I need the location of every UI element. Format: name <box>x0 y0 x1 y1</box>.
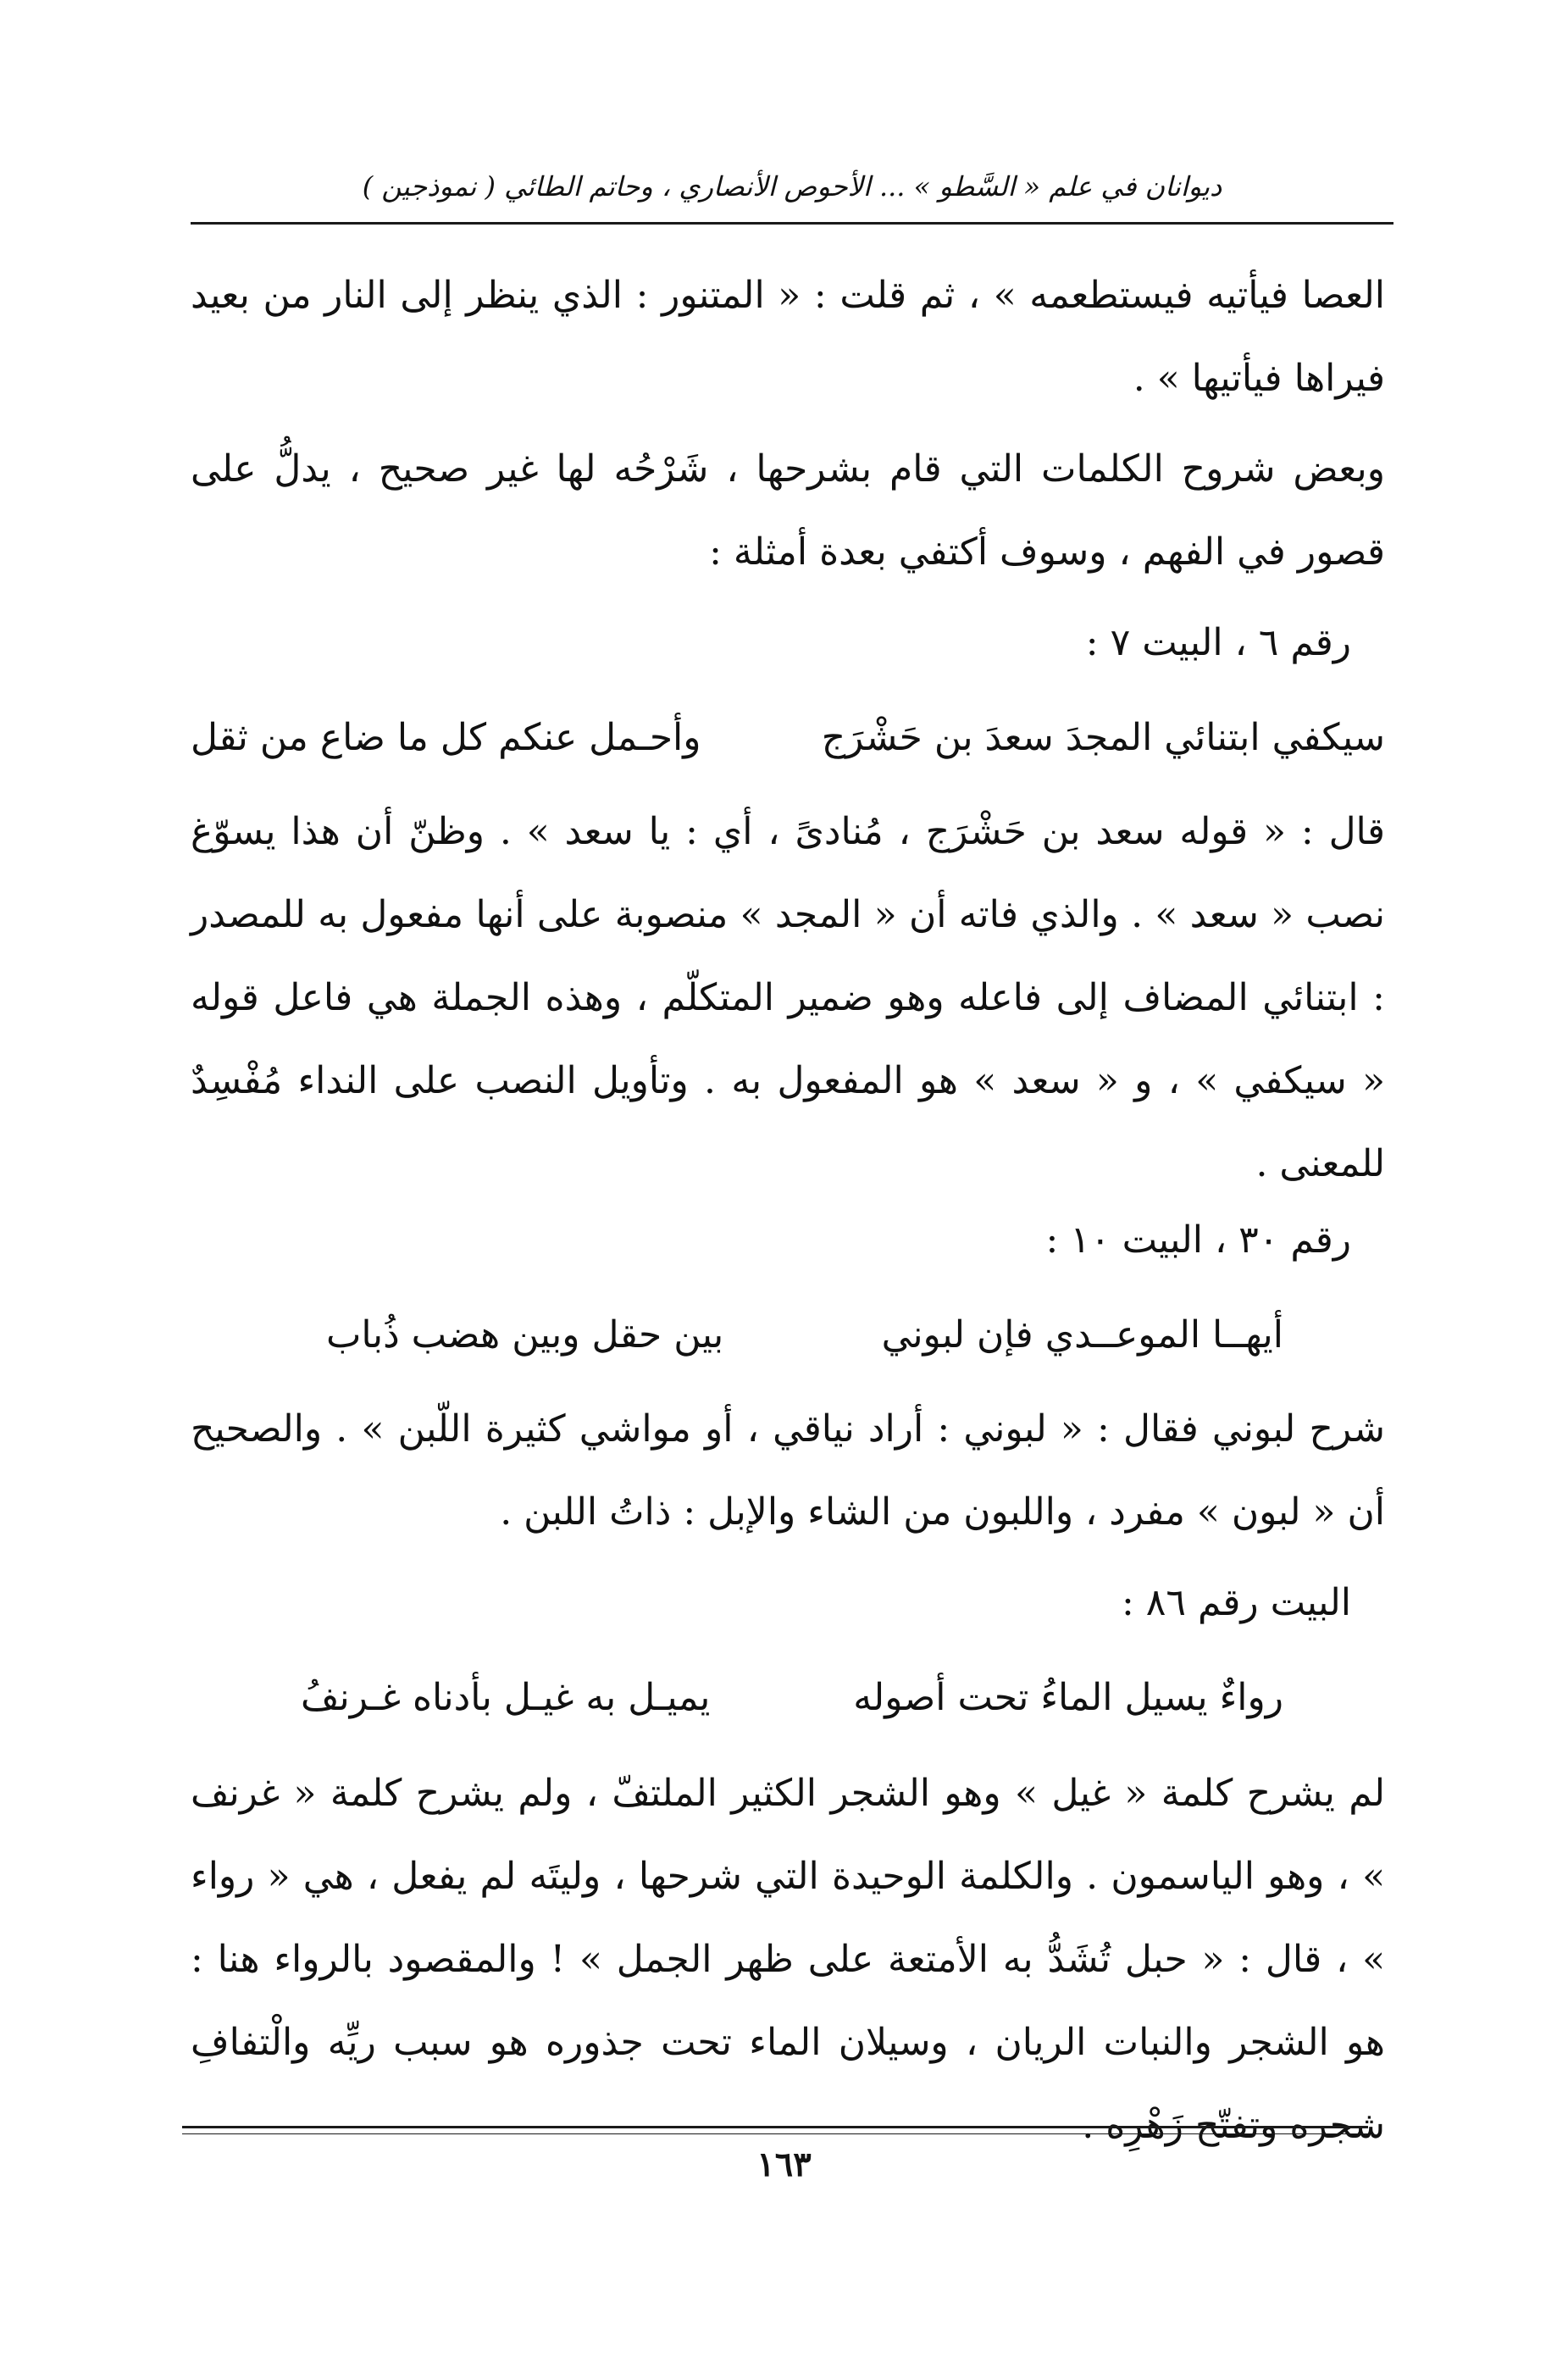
paragraph-4: شرح لبوني فقال : « لبوني : أراد نياقي ، أو مواشي كثيرة اللّبن » . والصحيح أن « لبون » مفرد ، واللبون من الشاء والإبل : ذاتُ اللبن . <box>191 1407 1385 1534</box>
footer-rule-thin <box>182 2133 1368 2134</box>
paragraph-3: قال : « قوله سعد بن حَشْرَج ، مُنادىً ، أي : يا سعد » . وظنّ أن هذا يسوّغ نصب « سعد » . والذي فاته أن « المجد » منصوبة على أنها مفعول به للمصدر : ابتنائي المضاف إلى فاعله وهو ضمير المتكلّم ، وهذه الجملة هي فاعل قوله « سيكفي » ، و « سعد » هو المفعول به . وتأويل النصب على النداء مُفْسِدٌ للمعنى . <box>191 810 1385 1185</box>
section-heading-3: البيت رقم ٨٦ : <box>1121 1581 1351 1624</box>
section-heading-1: رقم ٦ ، البيت ٧ : <box>1085 621 1351 664</box>
verse-2-second-hemistich: بين حقل وبين هضب ذُباب <box>326 1313 724 1357</box>
paragraph-1: العصا فيأتيه فيستطعمه » ، ثم قلت : « المتنور : الذي ينظر إلى النار من بعيد فيراها فيأتيها » . <box>191 274 1385 400</box>
verse-3-second-hemistich: يميـل به غيـل بأدناه غـرنفُ <box>301 1676 711 1719</box>
verse-3 <box>301 1656 1283 1739</box>
paragraph-5: لم يشرح كلمة « غيل » وهو الشجر الكثير الملتفّ ، ولم يشرح كلمة « غرنف » ، وهو الياسمون . والكلمة الوحيدة التي شرحها ، وليتَه لم يفعل ، هي « رواء » ، قال : « حبل تُشَدُّ به الأمتعة على ظهر الجمل » ! والمقصود بالرواء هنا : هو الشجر والنبات الريان ، وسيلان الماء تحت جذوره هو سبب ريِّه والْتفافِ شجره وتفتّح زَهْرِه . <box>191 1772 1385 2147</box>
running-header: ديوانان في علم « السَّطو » ... الأحوص الأنصاري ، وحاتم الطائي ( نموذجين ) <box>362 170 1222 203</box>
verse-1-first-hemistich: سيكفي ابتنائي المجدَ سعدَ بن حَشْرَج <box>821 716 1385 759</box>
verse-2-first-hemistich: أيهــا الموعــدي فإن لبوني <box>881 1313 1283 1357</box>
verse-1 <box>191 696 1385 780</box>
paragraph-2: وبعض شروح الكلمات التي قام بشرحها ، شَرْحُه لها غير صحيح ، يدلُّ على قصور في الفهم ، وسوف أكتفي بعدة أمثلة : <box>191 447 1385 574</box>
verse-2 <box>326 1294 1283 1377</box>
section-heading-2: رقم ٣٠ ، البيت ١٠ : <box>1045 1218 1351 1262</box>
verse-3-first-hemistich: رواءٌ يسيل الماءُ تحت أصوله <box>853 1676 1283 1719</box>
header-rule <box>191 222 1393 225</box>
footer-rule <box>182 2126 1368 2128</box>
verse-1-second-hemistich: وأحـمل عنكم كل ما ضاع من ثقل <box>191 716 701 759</box>
page-number: ١٦٣ <box>756 2144 812 2184</box>
